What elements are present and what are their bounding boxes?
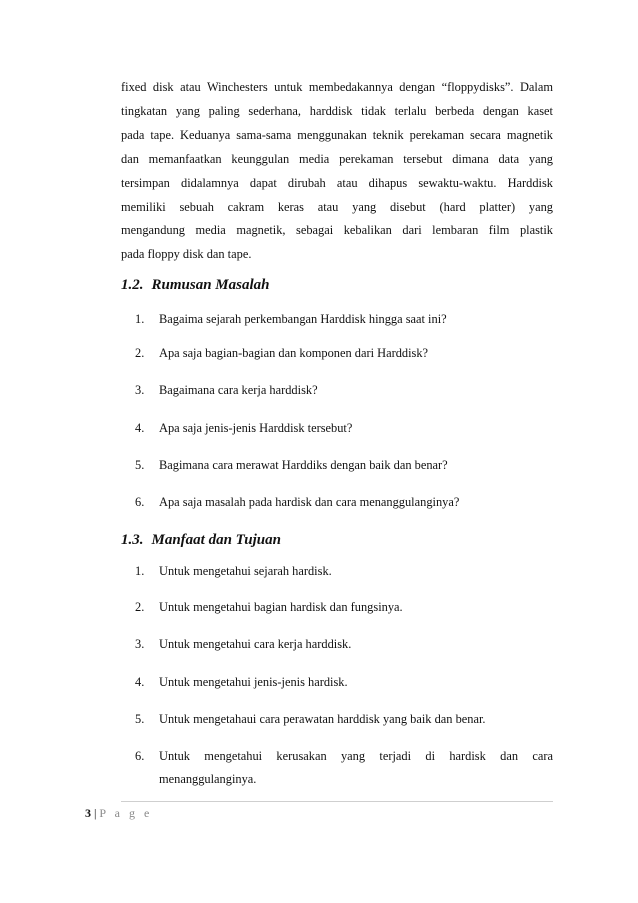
- paragraph-line: memiliki sebuah cakram keras atau yang disebut (hard platter) yang: [121, 199, 553, 214]
- list-number: 6.: [135, 749, 145, 763]
- section-title: Manfaat dan Tujuan: [151, 532, 281, 548]
- footer-separator: |: [94, 806, 97, 820]
- list-number: 4.: [135, 675, 145, 689]
- list-item: [121, 494, 459, 510]
- list-text-continuation: menanggulanginya.: [159, 772, 257, 786]
- list-item: [121, 599, 403, 615]
- section-heading-rumusan-masalah: [121, 277, 269, 294]
- list-number: 1.: [135, 564, 145, 578]
- list-item: [121, 636, 351, 652]
- paragraph-line: mengandung media magnetik, sebagai kebalikan dari lembaran film plastik: [121, 223, 553, 238]
- paragraph-line: pada floppy disk dan tape.: [121, 247, 252, 262]
- paragraph-line: tersimpan didalamnya dapat dirubah atau dihapus sewaktu-waktu. Harddisk: [121, 175, 553, 190]
- list-text: Untuk mengetahui bagian hardisk dan fungsinya.: [159, 600, 403, 614]
- page-number: 3: [85, 806, 91, 820]
- body-paragraph: [121, 76, 553, 267]
- list-item: [121, 748, 553, 787]
- list-number: 3.: [135, 637, 145, 651]
- list-text: Untuk mengetahui kerusakan yang terjadi di hardisk dan cara: [159, 749, 553, 763]
- list-item: [121, 311, 447, 327]
- page-footer: [85, 806, 152, 821]
- list-item: [121, 420, 352, 436]
- list-item: [121, 382, 318, 398]
- list-text: Untuk mengetahui jenis-jenis hardisk.: [159, 675, 348, 689]
- list-item: [121, 563, 332, 579]
- paragraph-line: fixed disk atau Winchesters untuk membedakannya dengan “floppydisks”. Dalam: [121, 80, 553, 94]
- list-text: Bagimana cara merawat Harddiks dengan baik dan benar?: [159, 458, 448, 472]
- list-text: Untuk mengetahui cara kerja harddisk.: [159, 637, 352, 651]
- list-item: [121, 711, 486, 727]
- paragraph-line: tingkatan yang paling sederhana, harddisk tidak terlalu berbeda dengan kaset: [121, 103, 553, 118]
- list-text: Bagaimana cara kerja harddisk?: [159, 383, 318, 397]
- list-text: Apa saja bagian-bagian dan komponen dari Harddisk?: [159, 346, 429, 360]
- list-item: [121, 457, 448, 473]
- list-number: 1.: [135, 312, 145, 326]
- list-number: 2.: [135, 346, 145, 360]
- list-number: 2.: [135, 600, 145, 614]
- list-text: Apa saja jenis-jenis Harddisk tersebut?: [159, 421, 353, 435]
- list-number: 5.: [135, 458, 145, 472]
- page-word: P a g e: [99, 806, 153, 820]
- list-number: 5.: [135, 712, 145, 726]
- section-number: 1.2.: [121, 277, 144, 293]
- list-item: [121, 345, 428, 361]
- section-heading-manfaat-dan-tujuan: [121, 532, 281, 549]
- list-text: Apa saja masalah pada hardisk dan cara menanggulanginya?: [159, 495, 460, 509]
- section-title: Rumusan Masalah: [151, 277, 270, 293]
- list-number: 6.: [135, 495, 145, 509]
- list-text: Untuk mengetahaui cara perawatan harddisk yang baik dan benar.: [159, 712, 486, 726]
- list-item: [121, 674, 348, 690]
- paragraph-line: dan memanfaatkan keunggulan media perekaman tersebut dimana data yang: [121, 151, 553, 166]
- list-number: 4.: [135, 421, 145, 435]
- section-number: 1.3.: [121, 532, 144, 548]
- paragraph-line: pada tape. Keduanya sama-sama menggunakan teknik perekaman secara magnetik: [121, 127, 553, 142]
- footer-divider: [121, 801, 553, 802]
- list-text: Untuk mengetahui sejarah hardisk.: [159, 564, 332, 578]
- list-text: Bagaima sejarah perkembangan Harddisk hingga saat ini?: [159, 312, 447, 326]
- list-number: 3.: [135, 383, 145, 397]
